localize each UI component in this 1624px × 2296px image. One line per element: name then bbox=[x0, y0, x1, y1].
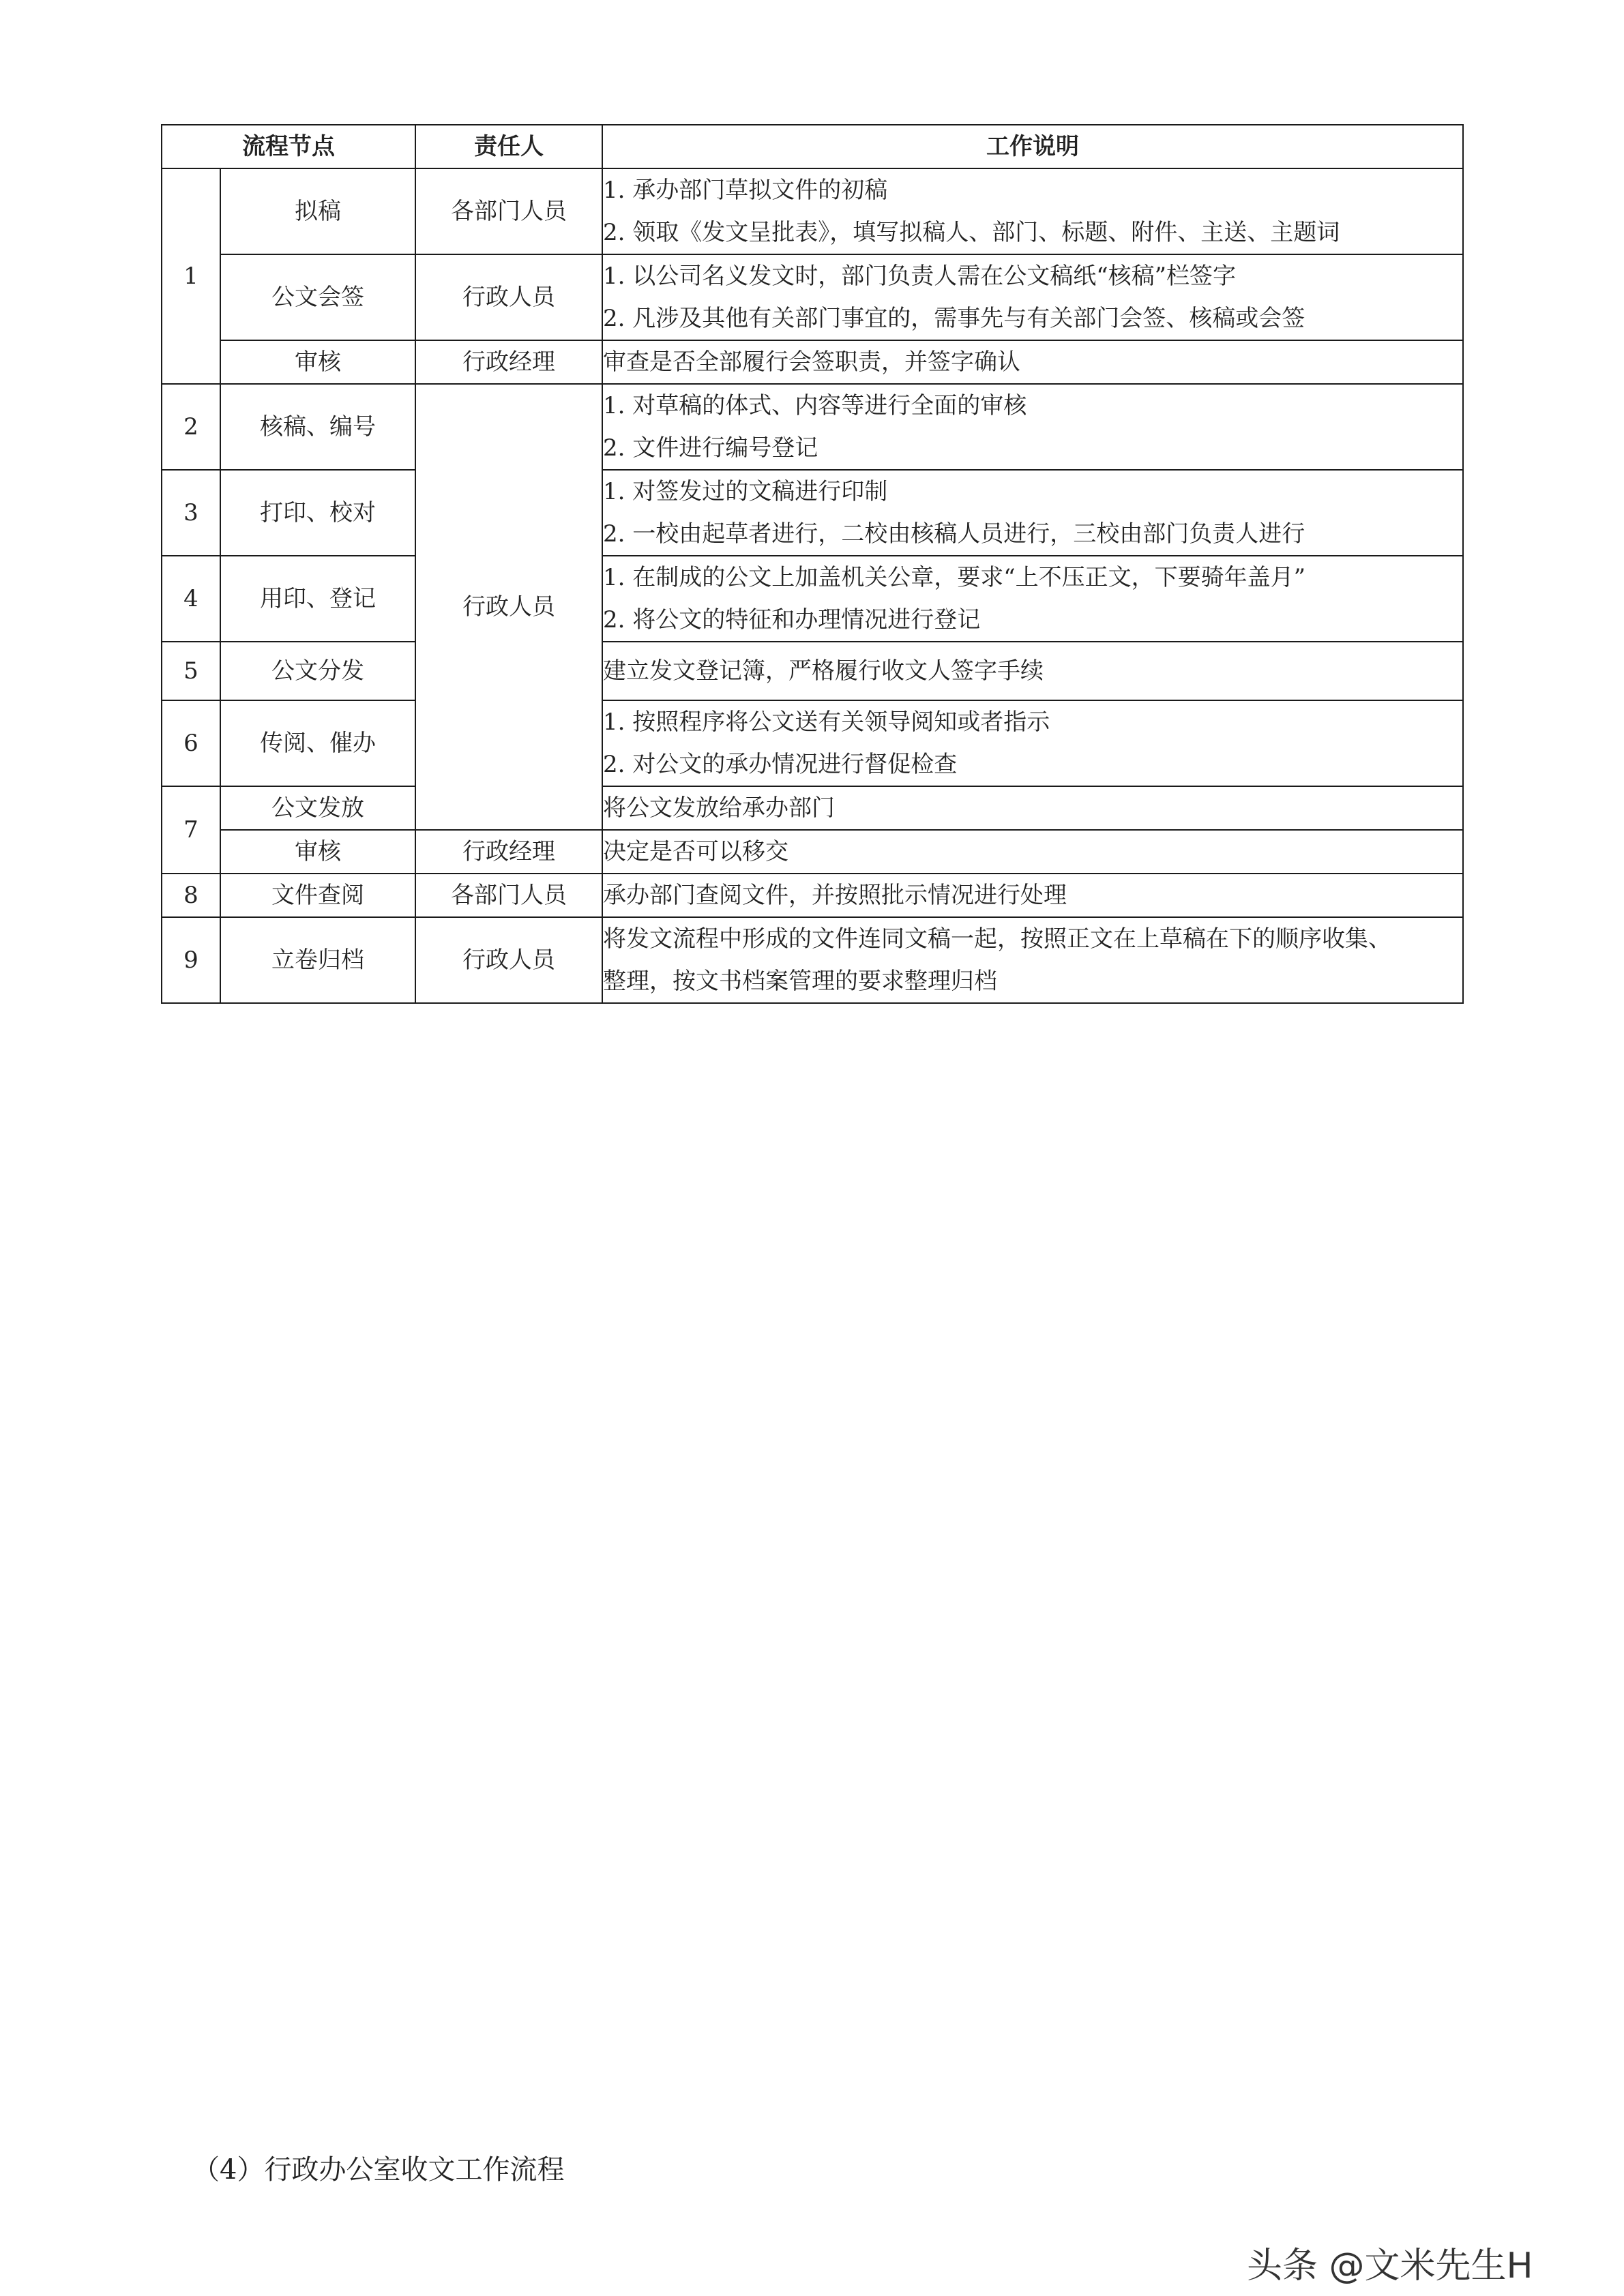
description-line: 1. 按照程序将公文送有关领导阅知或者指示 bbox=[603, 709, 1050, 736]
description-line: 2. 文件进行编号登记 bbox=[603, 434, 818, 462]
table-row bbox=[162, 168, 1463, 254]
header-owner: 责任人 bbox=[415, 125, 602, 168]
flow-node: 文件查阅 bbox=[220, 874, 415, 917]
table-row bbox=[162, 830, 1463, 874]
step-number: 4 bbox=[162, 556, 220, 642]
flow-node: 审核 bbox=[220, 830, 415, 874]
description bbox=[602, 874, 1463, 917]
flow-node: 用印、登记 bbox=[220, 556, 415, 642]
table-row bbox=[162, 254, 1463, 340]
description-line: 2. 对公文的承办情况进行督促检查 bbox=[603, 751, 958, 778]
owner: 行政经理 bbox=[415, 340, 602, 384]
description-line: 整理，按文书档案管理的要求整理归档 bbox=[603, 968, 997, 995]
description bbox=[602, 642, 1463, 700]
description bbox=[602, 917, 1463, 1003]
header-flow-node: 流程节点 bbox=[162, 125, 415, 168]
description bbox=[602, 700, 1463, 786]
description-line: 2. 一校由起草者进行，二校由核稿人员进行，三校由部门负责人进行 bbox=[603, 520, 1305, 548]
section-caption: （4）行政办公室收文工作流程 bbox=[192, 2154, 565, 2186]
table-row bbox=[162, 642, 1463, 700]
description bbox=[602, 556, 1463, 642]
workflow-table bbox=[161, 124, 1464, 1004]
owner: 行政人员 bbox=[415, 917, 602, 1003]
header-description: 工作说明 bbox=[602, 125, 1463, 168]
table-row bbox=[162, 340, 1463, 384]
table-row bbox=[162, 700, 1463, 786]
step-number: 6 bbox=[162, 700, 220, 786]
flow-node: 打印、校对 bbox=[220, 470, 415, 556]
description-line: 审查是否全部履行会签职责，并签字确认 bbox=[603, 348, 1020, 376]
table-row bbox=[162, 384, 1463, 470]
description-line: 1. 承办部门草拟文件的初稿 bbox=[603, 177, 888, 204]
owner: 各部门人员 bbox=[415, 874, 602, 917]
owner: 行政人员 bbox=[415, 254, 602, 340]
description bbox=[602, 168, 1463, 254]
description bbox=[602, 384, 1463, 470]
description bbox=[602, 830, 1463, 874]
flow-node: 审核 bbox=[220, 340, 415, 384]
header-row bbox=[162, 125, 1463, 168]
description-line: 承办部门查阅文件，并按照批示情况进行处理 bbox=[603, 882, 1067, 909]
flow-node: 公文会签 bbox=[220, 254, 415, 340]
flow-node: 拟稿 bbox=[220, 168, 415, 254]
table-row bbox=[162, 874, 1463, 917]
description-line: 2. 凡涉及其他有关部门事宜的，需事先与有关部门会签、核稿或会签 bbox=[603, 305, 1305, 332]
flow-node: 立卷归档 bbox=[220, 917, 415, 1003]
description-line: 将发文流程中形成的文件连同文稿一起，按照正文在上草稿在下的顺序收集、 bbox=[603, 925, 1391, 953]
step-number: 9 bbox=[162, 917, 220, 1003]
flow-node: 传阅、催办 bbox=[220, 700, 415, 786]
table-row bbox=[162, 917, 1463, 1003]
flow-node: 公文发放 bbox=[220, 786, 415, 830]
owner: 各部门人员 bbox=[415, 168, 602, 254]
table-row bbox=[162, 556, 1463, 642]
table-row bbox=[162, 470, 1463, 556]
watermark: 头条 @文米先生H bbox=[1247, 2246, 1533, 2286]
description-line: 2. 将公文的特征和办理情况进行登记 bbox=[603, 606, 981, 633]
owner: 行政人员 bbox=[415, 384, 602, 830]
description bbox=[602, 470, 1463, 556]
description bbox=[602, 340, 1463, 384]
description bbox=[602, 254, 1463, 340]
step-number: 3 bbox=[162, 470, 220, 556]
step-number: 8 bbox=[162, 874, 220, 917]
description-line: 决定是否可以移交 bbox=[603, 838, 788, 865]
description-line: 建立发文登记簿，严格履行收文人签字手续 bbox=[603, 657, 1044, 685]
step-number: 2 bbox=[162, 384, 220, 470]
table-row bbox=[162, 786, 1463, 830]
description-line: 将公文发放给承办部门 bbox=[603, 794, 835, 822]
flow-node: 公文分发 bbox=[220, 642, 415, 700]
step-number: 7 bbox=[162, 786, 220, 874]
description-line: 1. 对签发过的文稿进行印制 bbox=[603, 478, 888, 505]
description-line: 1. 以公司名义发文时，部门负责人需在公文稿纸“核稿”栏签字 bbox=[603, 263, 1237, 290]
step-number: 1 bbox=[162, 168, 220, 384]
step-number: 5 bbox=[162, 642, 220, 700]
description bbox=[602, 786, 1463, 830]
description-line: 1. 对草稿的体式、内容等进行全面的审核 bbox=[603, 392, 1027, 419]
flow-node: 核稿、编号 bbox=[220, 384, 415, 470]
owner: 行政经理 bbox=[415, 830, 602, 874]
description-line: 2. 领取《发文呈批表》，填写拟稿人、部门、标题、附件、主送、主题词 bbox=[603, 219, 1340, 246]
description-line: 1. 在制成的公文上加盖机关公章，要求“上不压正文，下要骑年盖月” bbox=[603, 564, 1306, 591]
